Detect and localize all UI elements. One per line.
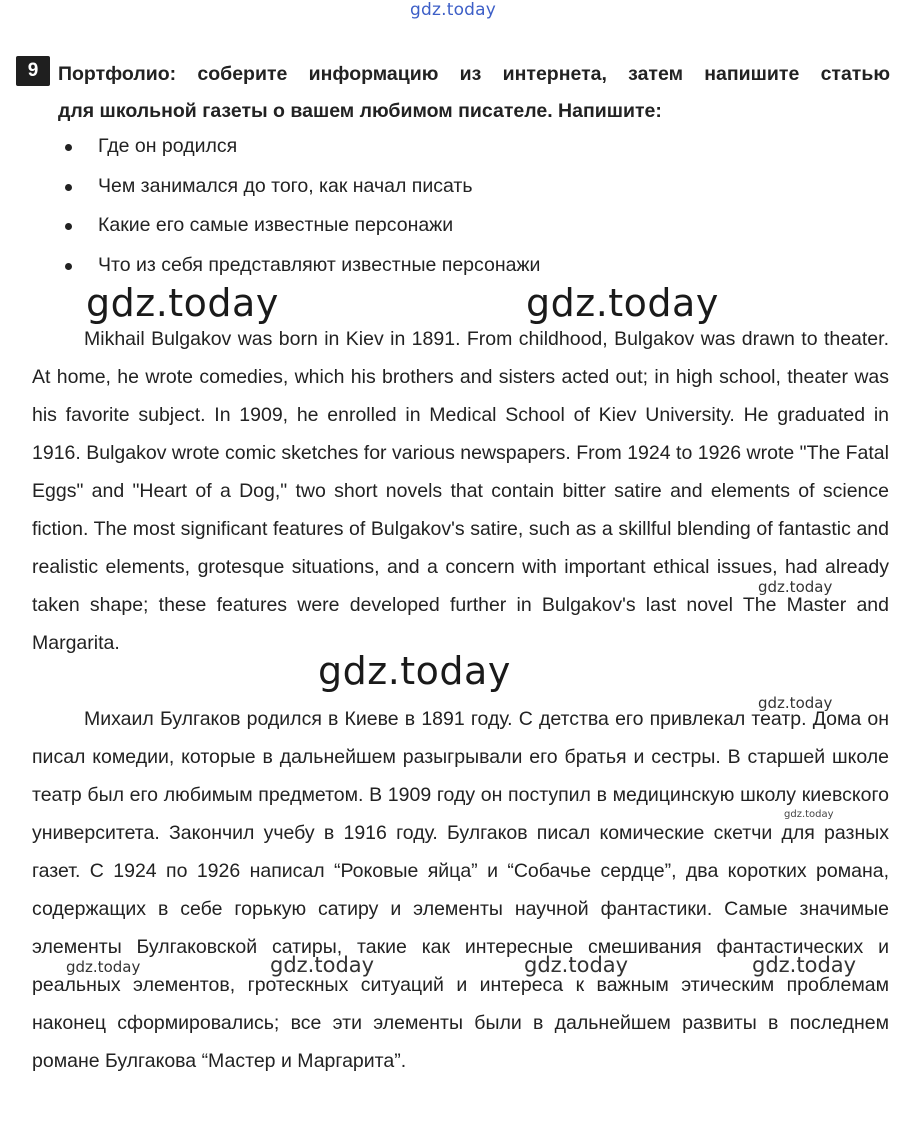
watermark-small: gdz.today — [758, 694, 833, 712]
bullet-item: Какие его самые известные персонажи — [60, 206, 540, 246]
watermark-medium: gdz.today — [270, 953, 375, 977]
watermark-medium: gdz.today — [752, 953, 857, 977]
task-title-line-1: Портфолио: соберите информацию из интернета, затем напишите статью — [58, 63, 890, 85]
watermark-small: gdz.today — [66, 958, 141, 976]
watermark-small: gdz.today — [758, 578, 833, 596]
watermark-large: gdz.today — [318, 649, 511, 693]
answer-english-paragraph: Mikhail Bulgakov was born in Kiev in 1891. From childhood, Bulgakov was drawn to theater. At home, he wrote comedies, which his brothers and sisters acted out; in high school, theater was his favorite subject. In 1909, he enrolled in Medical School of Kiev University. He graduated in 1916. Bulgakov wrote comic sketches for various newspapers. From 1924 to 1926 wrote "The Fatal Eggs" and "Heart of a Dog," two short novels that contain bitter satire and elements of science fiction. The most significant features of Bulgakov's satire, such as a skillful blending of fantastic and realistic elements, grotesque situations, and a concern with important ethical issues, had already taken shape; these features were developed further in Bulgakov's last novel The Master and Margarita. — [32, 328, 889, 654]
bullet-item: Что из себя представляют известные персонажи — [60, 246, 540, 286]
task-title — [58, 56, 890, 130]
watermark-top: gdz.today — [410, 0, 497, 20]
answer-russian-paragraph: Михаил Булгаков родился в Киеве в 1891 году. С детства его привлекал театр. Дома он писал комедии, которые в дальнейшем разыгрывали его братья и сестры. В старшей школе театр был его любимым предметом. В 1909 году он поступил в медицинскую школу киевского университета. Закончил учебу в 1916 году. Булгаков писал комические скетчи для разных газет. С 1924 по 1926 написал “Роковые яйца” и “Собачье сердце”, два коротких романа, содержащих в себе горькую сатиру и элементы научной фантастики. Самые значимые элементы Булгаковской сатиры, такие как интересные смешивания фантастических и реальных элементов, гротескных ситуаций и интереса к важным этическим проблемам наконец сформировались; все эти элементы были в дальнейшем развиты в последнем романе Булгакова “Мастер и Маргарита”. — [32, 708, 889, 1072]
watermark-tiny: gdz.today — [784, 809, 834, 820]
watermark-large: gdz.today — [86, 281, 279, 325]
watermark-medium: gdz.today — [524, 953, 629, 977]
task-number-badge: 9 — [16, 56, 50, 86]
bullet-item: Чем занимался до того, как начал писать — [60, 167, 540, 207]
watermark-large: gdz.today — [526, 281, 719, 325]
task-title-line-2: для школьной газеты о вашем любимом писателе. Напишите: — [58, 100, 662, 122]
task-bullet-list — [60, 127, 540, 285]
bullet-item: Где он родился — [60, 127, 540, 167]
